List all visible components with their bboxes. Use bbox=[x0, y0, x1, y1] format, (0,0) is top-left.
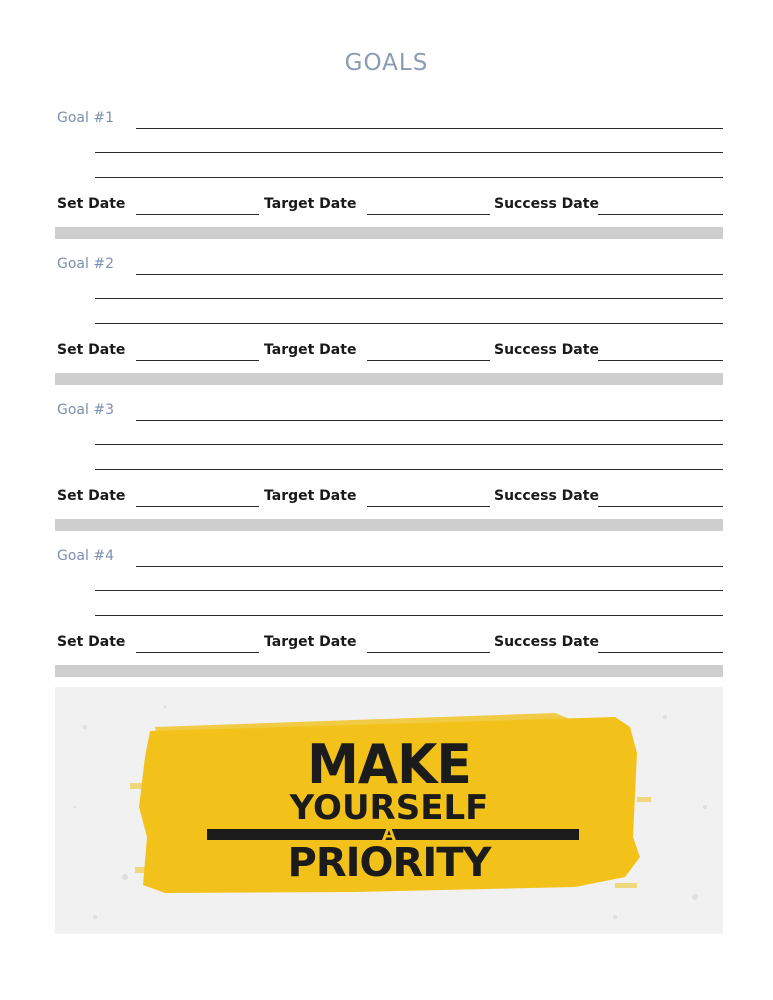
goal-write-line[interactable] bbox=[95, 298, 723, 299]
target-date-line[interactable] bbox=[367, 652, 490, 653]
goal-label: Goal #3 bbox=[57, 402, 114, 418]
goal-write-line[interactable] bbox=[95, 590, 723, 591]
goal-write-line[interactable] bbox=[95, 177, 723, 178]
success-date-label: Success Date bbox=[494, 634, 599, 650]
set-date-line[interactable] bbox=[136, 214, 259, 215]
goal-label: Goal #1 bbox=[57, 110, 114, 126]
set-date-line[interactable] bbox=[136, 506, 259, 507]
success-date-line[interactable] bbox=[598, 360, 723, 361]
section-separator bbox=[55, 665, 723, 677]
goal-label: Goal #4 bbox=[57, 548, 114, 564]
success-date-label: Success Date bbox=[494, 488, 599, 504]
banner-line-make: MAKE bbox=[307, 733, 471, 797]
banner-line-yourself: YOURSELF bbox=[289, 788, 489, 828]
section-separator bbox=[55, 373, 723, 385]
motivational-banner bbox=[55, 687, 723, 934]
section-separator bbox=[55, 227, 723, 239]
goal-write-line[interactable] bbox=[136, 420, 723, 421]
target-date-line[interactable] bbox=[367, 214, 490, 215]
goal-label: Goal #2 bbox=[57, 256, 114, 272]
goal-write-line[interactable] bbox=[136, 128, 723, 129]
success-date-line[interactable] bbox=[598, 506, 723, 507]
set-date-label: Set Date bbox=[57, 196, 126, 212]
set-date-line[interactable] bbox=[136, 360, 259, 361]
target-date-label: Target Date bbox=[264, 196, 357, 212]
goal-write-line[interactable] bbox=[95, 152, 723, 153]
goal-write-line[interactable] bbox=[136, 274, 723, 275]
target-date-label: Target Date bbox=[264, 634, 357, 650]
success-date-label: Success Date bbox=[494, 342, 599, 358]
banner-line-priority: PRIORITY bbox=[287, 840, 491, 886]
page-title: GOALS bbox=[344, 50, 429, 76]
set-date-label: Set Date bbox=[57, 634, 126, 650]
section-separator bbox=[55, 519, 723, 531]
target-date-line[interactable] bbox=[367, 360, 490, 361]
goal-write-line[interactable] bbox=[95, 469, 723, 470]
goal-write-line[interactable] bbox=[95, 615, 723, 616]
banner-line-a: A bbox=[382, 824, 396, 845]
target-date-line[interactable] bbox=[367, 506, 490, 507]
target-date-label: Target Date bbox=[264, 488, 357, 504]
success-date-label: Success Date bbox=[494, 196, 599, 212]
success-date-line[interactable] bbox=[598, 652, 723, 653]
target-date-label: Target Date bbox=[264, 342, 357, 358]
set-date-label: Set Date bbox=[57, 488, 126, 504]
set-date-label: Set Date bbox=[57, 342, 126, 358]
success-date-line[interactable] bbox=[598, 214, 723, 215]
goal-write-line[interactable] bbox=[95, 323, 723, 324]
set-date-line[interactable] bbox=[136, 652, 259, 653]
goal-write-line[interactable] bbox=[136, 566, 723, 567]
goal-write-line[interactable] bbox=[95, 444, 723, 445]
